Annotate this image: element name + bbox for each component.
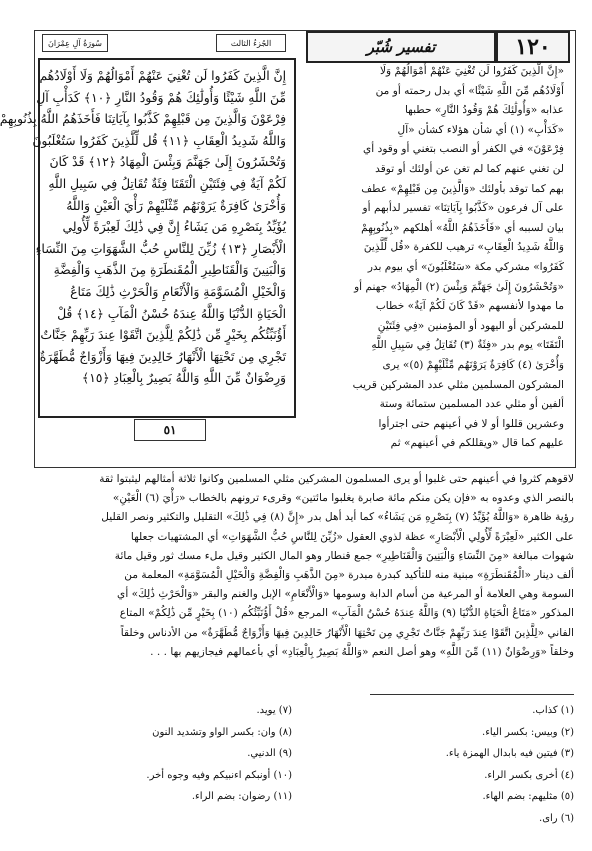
footnote: (٥) مثليهم: بضم الهاء. — [482, 791, 574, 802]
tafsir-line: بيان لسببه أي «فَأَخَذَهُمُ اللَّهُ» أهلكهم «بِذُنُوبِهِمْ — [361, 221, 564, 234]
book-title: تفسير شُبّر — [306, 31, 496, 63]
quran-line: الْحَيَاةِ الدُّنْيَا وَاللَّهُ عِندَهُ حُسْنُ الْمَآبِ ﴿١٤﴾ قُلْ — [57, 306, 286, 321]
quran-line: وَأُخْرَىٰ كَافِرَةٌ يَرَوْنَهُم مِّثْلَيْهِمْ رَأْيَ الْعَيْنِ وَاللَّهُ — [66, 198, 286, 213]
footnotes-right — [324, 700, 574, 829]
tafsir-line: «وَتُحْشَرُونَ إِلَىٰ جَهَنَّمَ وَبِئْسَ (٢) الْمِهَادُ» جهنم أو — [354, 280, 564, 293]
quran-line: تَجْرِي مِن تَحْتِهَا الْأَنْهَارُ خَالِدِينَ فِيهَا وَأَزْوَاجٌ مُّطَهَّرَةٌ — [39, 349, 286, 364]
footnote: (٣) فيتين فيه بابدال الهمزة ياء. — [445, 748, 574, 759]
tafsir-line: وَاللَّهُ شَدِيدُ الْعِقَابِ» ترهيب للكفرة «قُل لِّلَّذِينَ — [363, 241, 564, 254]
tafsir-line: وَأُخْرَىٰ (٤) كَافِرَةٌ يَرَوْنَهُم مِّثْلَيْهِمْ (٥)» يرى — [382, 358, 564, 371]
continuation-line: الفاني «لِلَّذِينَ اتَّقَوْا عِندَ رَبِّهِمْ جَنَّاتٌ تَجْرِي مِن تَحْتِهَا الْأَنْهَارُ خَالِدِينَ فِيهَا وَأَزْوَاجٌ مُّطَهَّرَةٌ» من الأدناس وخلقاً — [120, 626, 574, 639]
footnote: (٦) راى. — [539, 812, 574, 824]
footnote: (٧) يويد. — [256, 705, 292, 716]
tafsir-line: عذابه «وَأُولَٰئِكَ هُمْ وَقُودُ النَّارِ» حطبها — [404, 104, 564, 117]
footnote: (١١) رضوان: بضم الراء. — [191, 791, 292, 802]
quran-text-column — [0, 58, 296, 418]
quran-line: وَالْبَنِينَ وَالْقَنَاطِيرِ الْمُقَنطَرَةِ مِنَ الذَّهَبِ وَالْفِضَّةِ — [53, 263, 286, 278]
continuation-line: المذكور «مَتَاعُ الْحَيَاةِ الدُّنْيَا (٩) وَاللَّهُ عِندَهُ حُسْنُ الْمَآبِ» المرجع «قُلْ أَؤُنَبِّئُكُم (١٠) بِخَيْرٍ مِّن ذَٰلِكُمْ» المتاع — [119, 607, 574, 620]
tafsir-line: لن تغني عنهم كما لم تغن عن أولئك أو توقد — [375, 162, 564, 175]
footnote: (٢) وبيس: بكسر الياء. — [482, 726, 574, 738]
continuation-line: شهوات مبالغة «مِنَ النِّسَاءِ وَالْبَنِينَ وَالْقَنَاطِيرِ» جمع قنطار وهو المال الكثير وقيل ملء مسك ثور وقيل مائة — [114, 549, 574, 562]
footnote: (١) كذاب. — [532, 705, 574, 716]
quran-line: لَكُمْ آيَةٌ فِي فِئَتَيْنِ الْتَقَتَا فِئَةٌ تُقَاتِلُ فِي سَبِيلِ اللَّهِ — [48, 176, 286, 191]
quran-line: الْأَبْصَارِ ﴿١٣﴾ زُيِّنَ لِلنَّاسِ حُبُّ الشَّهَوَاتِ مِنَ النِّسَاءِ — [35, 241, 286, 256]
footnote: (٩) الدنيي. — [247, 748, 292, 759]
continuation-line: ألف دينار «الْمُقَنطَرَةِ» مبنية منه للتأكيد كبدرة مبدرة «مِنَ الذَّهَبِ وَالْفِضَّةِ وَالْخَيْلِ الْمُسَوَّمَةِ» المعلمة من — [124, 569, 574, 582]
quran-line: وَالْخَيْلِ الْمُسَوَّمَةِ وَالْأَنْعَامِ وَالْحَرْثِ ذَٰلِكَ مَتَاعُ — [70, 284, 286, 299]
tafsir-line: ما مهدوا لأنفسهم «قَدْ كَانَ لَكُمْ آيَةٌ» خطاب — [375, 300, 564, 313]
juz-label: الجُزءُ الثالث — [216, 34, 286, 52]
footnote-divider — [370, 694, 574, 695]
tafsir-line: عليهم كما قال «ويقللكم في أعينهم» ثم — [390, 437, 564, 450]
tafsir-line: بهم كما توقد بأولئك «وَالَّذِينَ مِن قَبْلِهِمْ» عطف — [361, 182, 564, 195]
continuation-line: لاقوهم كثروا في أعينهم حتى غلبوا أو يرى المسلمون المشركين مثلي المسلمين وكانوا ثلاثة أمثالهم ليثبتوا ثقة — [99, 473, 574, 485]
quran-line: مِّنَ اللَّهِ شَيْئًا وَأُولَٰئِكَ هُمْ وَقُودُ النَّارِ ﴿١٠﴾ كَدَأْبِ آلِ — [36, 90, 286, 105]
continuation-line: وخلقاً «وَرِضْوَانٌ (١١) مِّنَ اللَّهِ» وهو أصل النعم «وَاللَّهُ بَصِيرٌ بِالْعِبَادِ» أي بأعمالهم فيجازيهم بها . . . — [150, 645, 574, 658]
tafsir-line: فِرْعَوْنَ» في الكفر أو النصب بتغني أو وقود أي — [363, 143, 564, 156]
continuation-line: على الكثير «لَعِبْرَةً لِّأُولِي الْأَبْصَارِ» عظة لذوي العقول «زُيِّنَ لِلنَّاسِ حُبُّ الشَّهَوَاتِ» أي المشتهيات جعلها — [130, 530, 574, 543]
quran-line: وَاللَّهُ شَدِيدُ الْعِقَابِ ﴿١١﴾ قُل لِّلَّذِينَ كَفَرُوا سَتُغْلَبُونَ — [32, 133, 286, 148]
tafsir-line: كَفَرُوا» مشركي مكة «سَتُغْلَبُونَ» أي بيوم بدر — [367, 260, 564, 273]
quran-page-number: ٥١ — [134, 419, 206, 441]
tafsir-line: للمشركين أو اليهود أو المؤمنين «فِي فِئَتَيْنِ — [377, 319, 564, 332]
continuation-line: بالنصر الذي وعدوه به «فإن يكن منكم مائة صابرة يغلبوا مائتين» وقرىء ترونهم بالخطاب «رَأْيَ (٦) الْعَيْنِ» — [112, 492, 574, 505]
quran-line: يُؤَيِّدُ بِنَصْرِهِ مَن يَشَاءُ إِنَّ فِي ذَٰلِكَ لَعِبْرَةً لِّأُولِي — [62, 220, 286, 235]
tafsir-line: ألفين أو مثلي عدد المسلمين ستمائة وستة — [379, 398, 564, 411]
continuation-line: رؤية ظاهرة «وَاللَّهُ يُؤَيِّدُ (٧) بِنَصْرِهِ مَن يَشَاءُ» كما أيد أهل بدر «إِنَّ (٨) فِي ذَٰلِكَ» التقليل والتكثير ونصر القليل — [101, 511, 574, 524]
footnote: (٤) أخرى بكسر الراء. — [484, 769, 574, 781]
tafsir-line: الْتَقَتَا» يوم بدر «فِئَةٌ (٣) تُقَاتِلُ فِي سَبِيلِ اللَّهِ — [371, 339, 564, 352]
quran-line: أَؤُنَبِّئُكُم بِخَيْرٍ مِّن ذَٰلِكُمْ لِلَّذِينَ اتَّقَوْا عِندَ رَبِّهِمْ جَنَّاتٌ — [40, 328, 286, 343]
tafsir-line: وعشرين قللوا أو لا في أعينهم حتى اجترأوا — [378, 417, 564, 430]
footnotes-left — [42, 700, 292, 808]
quran-header — [34, 34, 299, 54]
continuation-line: السومة وهي العلامة أو المرعية من أسام الدابة وسومها «وَالْأَنْعَامِ» الإبل والغنم والبقر «وَالْحَرْثِ ذَٰلِكَ» أي — [117, 588, 574, 601]
quran-line: وَتُحْشَرُونَ إِلَىٰ جَهَنَّمَ وَبِئْسَ الْمِهَادُ ﴿١٢﴾ قَدْ كَانَ — [49, 155, 286, 170]
quran-line: وَرِضْوَانٌ مِّنَ اللَّهِ وَاللَّهُ بَصِيرٌ بِالْعِبَادِ ﴿١٥﴾ — [81, 371, 286, 386]
tafsir-column — [304, 62, 564, 462]
tafsir-line: أَوْلَادُهُم مِّنَ اللَّهِ شَيْئًا» أي بدل رحمته أو من — [375, 84, 564, 97]
tafsir-line: على آل فرعون «كَذَّبُوا بِآيَاتِنَا» تفسير لدأبهم أو — [362, 202, 564, 215]
quran-line: فِرْعَوْنَ وَالَّذِينَ مِن قَبْلِهِمْ كَذَّبُوا بِآيَاتِنَا فَأَخَذَهُمُ اللَّهُ بِذُنُوبِهِمْ — [0, 112, 286, 127]
tafsir-line: «إِنَّ الَّذِينَ كَفَرُوا لَن تُغْنِيَ عَنْهُمْ أَمْوَالُهُمْ وَلَا — [379, 65, 564, 77]
footnote: (٨) وان: بكسر الواو وتشديد النون — [152, 726, 292, 738]
tafsir-line: المشركون المسلمين مثلي عدد المشركين قريب — [352, 378, 564, 391]
tafsir-line: «كَدَأْبِ» (١) أي شأن هؤلاء كشأن «آلِ — [397, 123, 564, 136]
quran-line: إِنَّ الَّذِينَ كَفَرُوا لَن تُغْنِيَ عَنْهُمْ أَمْوَالُهُمْ وَلَا أَوْلَادُهُم — [39, 69, 286, 83]
page-number: ١٢٠ — [496, 31, 570, 63]
surah-label: سُورَةُ آلِ عِمْرَانَ — [42, 34, 108, 52]
footnote: (١٠) أونبكم اءنبيكم وفيه وجوه أخر. — [146, 769, 292, 781]
